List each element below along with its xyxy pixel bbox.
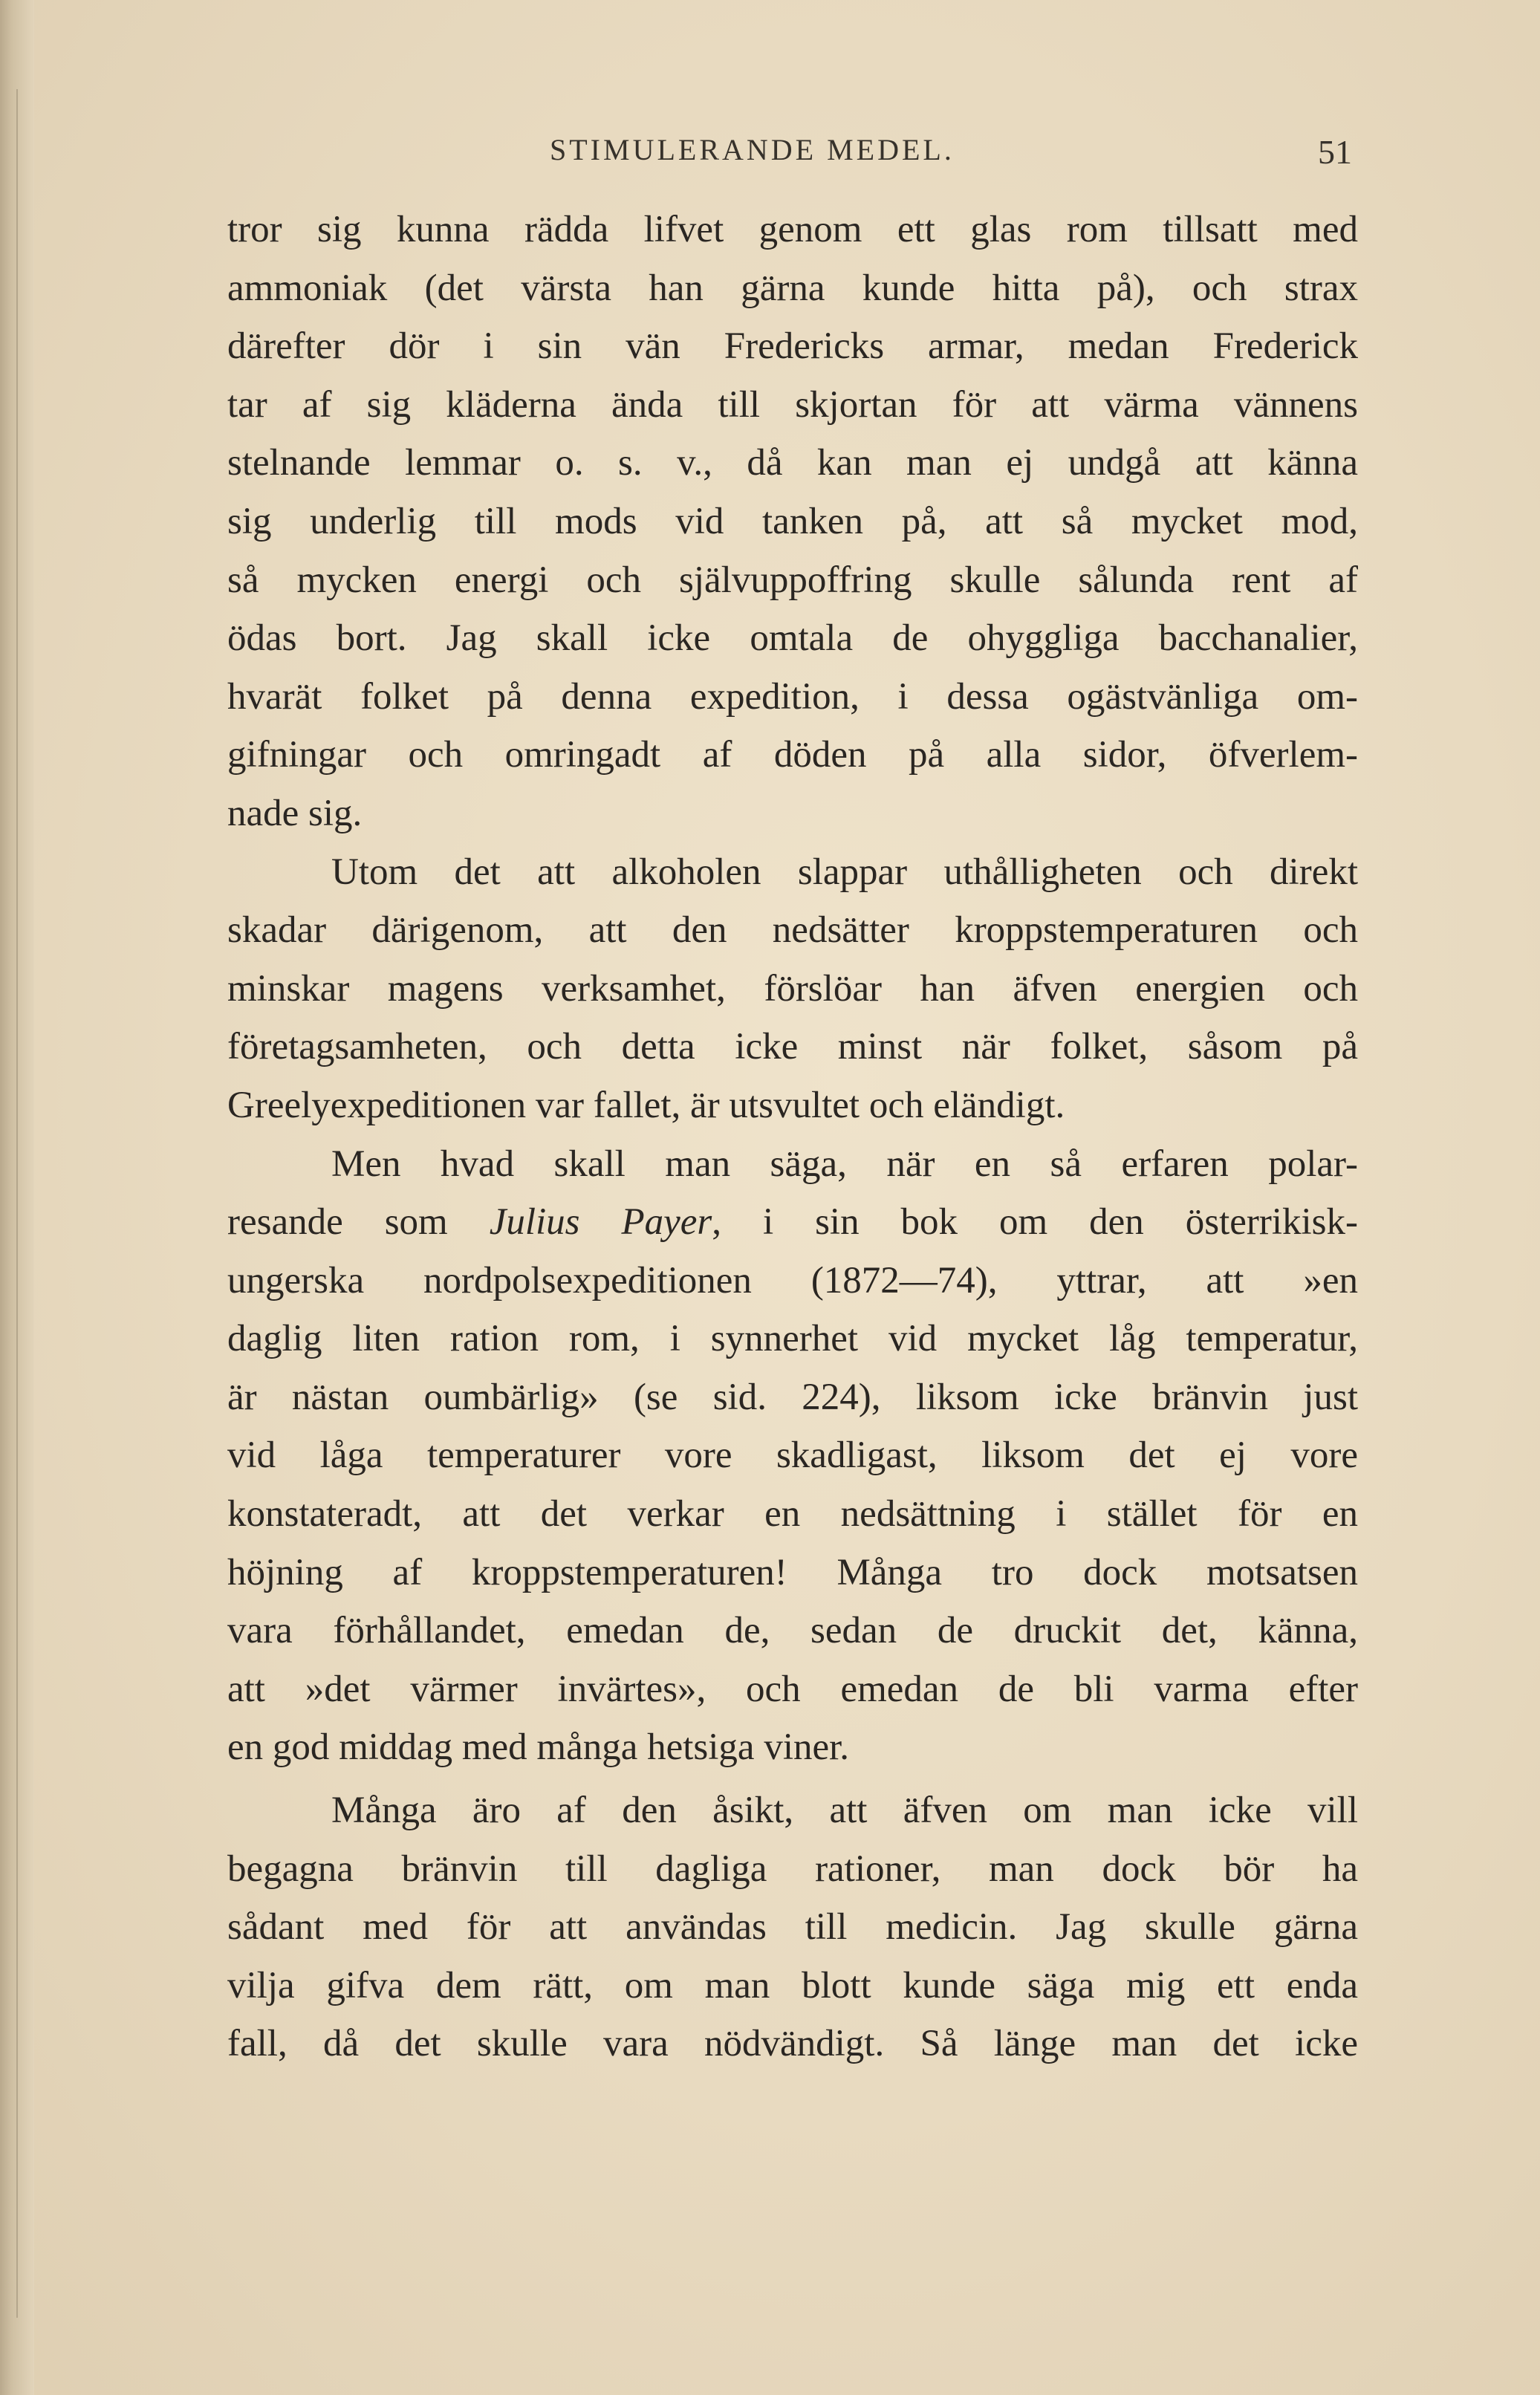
text-line: sådant med för att användas till medicin. Jag skulle gärna xyxy=(227,1906,1358,1949)
text-line: är nästan oumbärlig» (se sid. 224), liksom icke bränvin just xyxy=(227,1376,1358,1418)
text-line: minskar magens verksamhet, förslöar han äfven energien och xyxy=(227,967,1358,1010)
text-line: tar af sig kläderna ända till skjortan för att värma vännens xyxy=(227,383,1358,426)
text-line: hvarät folket på denna expedition, i dessa ogästvänliga om- xyxy=(227,675,1358,718)
text-line: stelnande lemmar o. s. v., då kan man ej undgå att känna xyxy=(227,442,1358,484)
gutter-shadow-line xyxy=(16,89,18,2318)
paragraph-start-line: Men hvad skall man säga, när en så erfaren polar- xyxy=(331,1143,1358,1185)
page-number: 51 xyxy=(1318,133,1352,171)
text-line: Greelyexpeditionen var fallet, är utsvultet och eländigt. xyxy=(227,1084,1065,1126)
text-line-with-italic-name xyxy=(227,1193,1358,1252)
paragraph-start-line: Utom det att alkoholen slappar uthålligheten och direkt xyxy=(331,851,1358,893)
text-line: fall, då det skulle vara nödvändigt. Så länge man det icke xyxy=(227,2023,1358,2065)
text-line: skadar därigenom, att den nedsätter kroppstemperaturen och xyxy=(227,909,1358,952)
text-line: sig underlig till mods vid tanken på, att så mycket mod, xyxy=(227,500,1358,542)
text-line: ammoniak (det värsta han gärna kunde hitta på), och strax xyxy=(227,267,1358,309)
text-line: vid låga temperaturer vore skadligast, liksom det ej vore xyxy=(227,1434,1358,1477)
text-line: så mycken energi och självuppoffring skulle sålunda rent af xyxy=(227,559,1358,601)
text-line: nade sig. xyxy=(227,792,363,834)
text-line: konstateradt, att det verkar en nedsättning i stället för en xyxy=(227,1493,1358,1536)
text-line: att »det värmer invärtes», och emedan de bli varma efter xyxy=(227,1668,1358,1710)
text-line: begagna bränvin till dagliga rationer, man dock bör ha xyxy=(227,1848,1358,1890)
text-line: tror sig kunna rädda lifvet genom ett glas rom tillsatt med xyxy=(227,209,1358,250)
text-line: gifningar och omringadt af döden på alla sidor, öfverlem- xyxy=(227,734,1358,776)
italic-person-name: Julius Payer xyxy=(489,1201,712,1244)
text-line: därefter dör i sin vän Fredericks armar, medan Frederick xyxy=(227,325,1358,368)
text-line: daglig liten ration rom, i synnerhet vid mycket låg temperatur, xyxy=(227,1318,1358,1360)
running-title: STIMULERANDE MEDEL. xyxy=(550,133,955,166)
text-line: ungerska nordpolsexpeditionen (1872—74), yttrar, att »en xyxy=(227,1259,1358,1302)
paragraph-start-line: Många äro af den åsikt, att äfven om man icke vill xyxy=(331,1790,1358,1832)
body-text xyxy=(227,201,1358,2073)
text-line: vilja gifva dem rätt, om man blott kunde säga mig ett enda xyxy=(227,1964,1358,2006)
running-head xyxy=(223,132,1352,177)
text-line: höjning af kroppstemperaturen! Många tro dock motsatsen xyxy=(227,1551,1358,1593)
text-fragment: resande som xyxy=(227,1201,448,1244)
text-line: ödas bort. Jag skall icke omtala de ohyggliga bacchanalier, xyxy=(227,617,1358,660)
page-gutter xyxy=(0,0,34,2395)
text-fragment: , i sin bok om den österrikisk- xyxy=(712,1201,1358,1244)
text-line: företagsamheten, och detta icke minst när folket, såsom på xyxy=(227,1026,1358,1068)
text-line: vara förhållandet, emedan de, sedan de druckit det, känna, xyxy=(227,1610,1358,1652)
text-line: en god middag med många hetsiga viner. xyxy=(227,1726,850,1769)
